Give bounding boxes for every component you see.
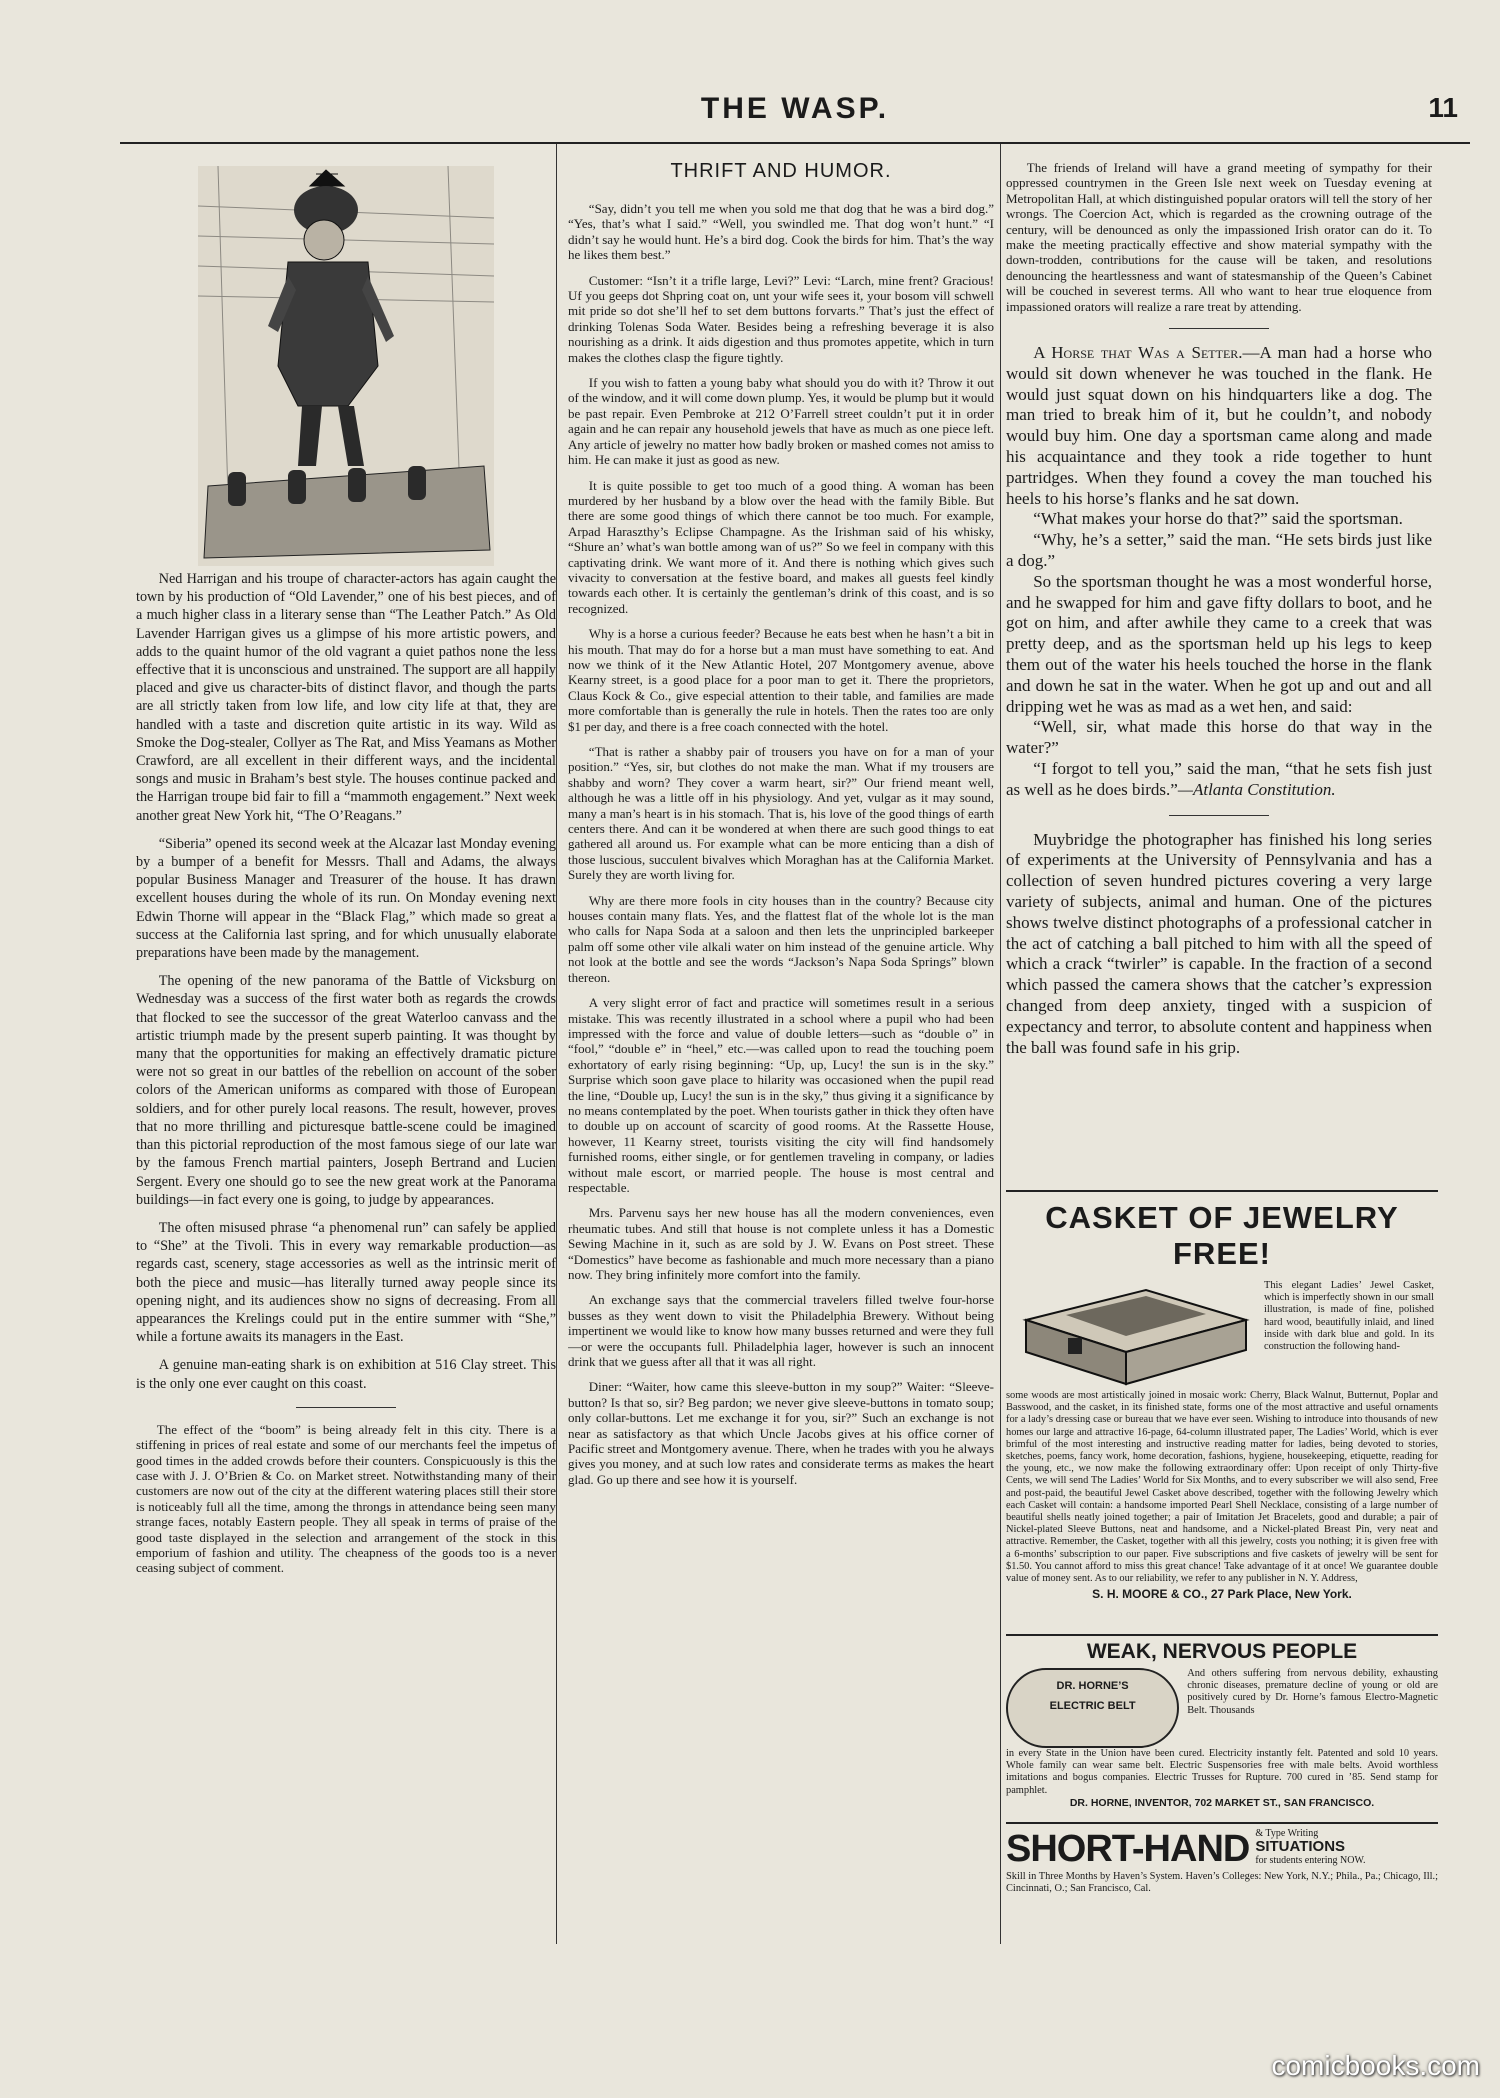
- nervous-ad-side-text: And others suffering from nervous debility, exhausting chronic diseases, premature decline of young or old are positively cured by Dr. Horne’s famous Electro-Magnetic Belt. Thousands: [1187, 1668, 1438, 1716]
- joke-bird-dog: “Say, didn’t you tell me when you sold me that dog that he was a bird dog.” “Yes, that’s what I said.” “Well, you swindled me. That dog won’t hunt.” “I didn’t say he would hunt. He’s a bird dog. Cook the birds for him. That’s the way he likes them best.”: [568, 201, 994, 263]
- column-right-articles: [1006, 160, 1432, 1180]
- watermark: comicbooks.com: [1271, 2050, 1480, 2081]
- ad-rule-bottom: [1006, 1822, 1438, 1824]
- joke-parvenu: Mrs. Parvenu says her new house has all the modern conveniences, even rheumatic tubes. And still that house is not complete unless it has a Domestic Sewing Machine in it, such as are sold by J. W. Evans on Post street. These “Domestics” have become as fashionable and much more necessary than a piano now. They bring infinitely more comfort into the family.: [568, 1205, 994, 1282]
- electric-belt-illustration: [1006, 1668, 1179, 1748]
- ad-shorthand: [1006, 1828, 1438, 1918]
- joke-sleeve-button: Diner: “Waiter, how came this sleeve-button in my soup?” Waiter: “Sleeve-button? Is that so, sir? Beg pardon; we never give sleeve-buttons in tomato soup; only collar-buttons. Let me exchange it for you, sir?” Such an exchange is not near as satisfactory as that which Uncle Jacobs gives at his office corner of Pacific street and Montgomery avenue. There, when he trades with you he always gives you money, and at such low rates and considerate terms as makes the heart glad. Go up there and see how it is yourself.: [568, 1379, 994, 1487]
- horse-text-2: “What makes your horse do that?” said the sportsman.: [1033, 509, 1403, 529]
- casket-ad-body: some woods are most artistically joined in mosaic work: Cherry, Black Walnut, Butternut, Poplar and Basswood, and the casket, in its finished state, forms one of the most attractive and useful ornaments for a lady’s dressing case or bureau that we have ever seen. Wishing to introduce into thousands of new homes our large and attractive 16-page, 64-column illustrated paper, The Ladies’ World, which is ever brimful of the most interesting and instructive reading matter for ladies, being devoted to stories, sketches, poems, fancy work, home decoration, fashions, hygiene, housekeeping, etiquette, reading for the young, etc., we now make the following extraordinary offer: Upon receipt of only Thirty-five Cents, we will send The Ladies’ World for Six Months, and to every subscriber we will also send, Free and post-paid, the beautiful Jewel Casket above described, together with the following Jewelry which each Casket will contain: a handsome imported Pearl Shell Necklace, consisting of a large number of beautiful shells neatly joined together; a pair of Imitation Jet Bracelets, good and durable; a pair of Nickel-plated Sleeve Buttons, neat and handsome, and a Nickel-plated Breast Pin, very neat and attractive. Remember, the Casket, together with all this jewelry, costs you nothing; it is given free with a 6-months’ subscription to our paper. Five subscriptions and five caskets of jewelry will be sent for $1.50. You cannot afford to miss this great chance! Take advantage of it at once! We guarantee double value of money sent. As to our reliability, we refer to any publisher in N. Y. Address,: [1006, 1390, 1438, 1585]
- joke-fatten-baby: If you wish to fatten a young baby what should you do with it? Throw it out of the window, and it will come down plump. Yes, it would be plump but it would be past repair. Even Pembroke at 212 O’Farrell street couldn’t put it in order again and he can repair any household jewels that have as much as one piece left. Any article of jewelry no matter how badly broken or mashed comes not amiss to him. He can make it just as good as new.: [568, 375, 994, 468]
- horse-source: —Atlanta Constitution.: [1177, 779, 1336, 799]
- article-muybridge: Muybridge the photographer has finished his long series of experiments at the University of Pennsylvania and has a collection of seven hundred pictures covering a very large variety of subjects, animal and human. One of the pictures shows twelve distinct photographs of a professional catcher in the act of catching a ball pitched to him with all the speed of which a crack “twirler” is capable. In the fraction of a second which passed the camera shows that the catcher’s expression changed from deep anxiety, tinged with a suspicion of expectancy and terror, to absolute content and happiness when the ball was found safe in his grip.: [1006, 829, 1432, 1057]
- illustration-character: [198, 166, 494, 566]
- horse-text-6: “I forgot to tell you,” said the man, “that he sets fish just as well as he does birds.”: [1006, 759, 1432, 799]
- nervous-ad-body: in every State in the Union have been cured. Electricity instantly felt. Patented and sold 10 years. Whole family can wear same belt. Electric Suspensories free with male belts. Avoid worthless imitations and bogus companies. Electric Trusses for Rupture. 700 cured in ’85. Send stamp for pamphlet.: [1006, 1748, 1438, 1796]
- shorthand-ad-body: Skill in Three Months by Haven’s System. Haven’s Colleges: New York, N.Y.; Phila., Pa.; Chicago, Ill.; Cincinnati, O.; San Francisco, Cal.: [1006, 1871, 1438, 1895]
- page-number: 11: [1428, 92, 1458, 123]
- casket-ad-side-text: This elegant Ladies’ Jewel Casket, which is imperfectly shown in our small illustration, is made of fine, polished hard wood, beautifully inlaid, and lined inside with dark blue and gold. In its construction the following hand-: [1264, 1280, 1434, 1353]
- joke-horse-feeder: Why is a horse a curious feeder? Because he eats best when he hasn’t a bit in his mouth. That may do for a horse but a man must have something to eat. And now we think of it the New Atlantic Hotel, 207 Montgomery avenue, above Kearny street, is a good place for a poor man to get it. There the proprietors, Claus Kock & Co., give especial attention to their table, and families are made more comfortable than is generally the rule in hotels. Then the rates too are only $1 per day, and there is a free coach connected with the hotel.: [568, 626, 994, 734]
- horse-text-5: “Well, sir, what made this horse do that way in the water?”: [1006, 717, 1432, 758]
- horse-text-3: “Why, he’s a setter,” said the man. “He sets birds just like a dog.”: [1006, 530, 1432, 571]
- article-boom: The effect of the “boom” is being already felt in this city. There is a stiffening in prices of real estate and some of our merchants feel the impetus of good times in the added crowds before their counters. Conspicuously is this the case with J. J. O’Brien & Co. on Market street. Notwithstanding many of their customers are now out of the city at the different watering places still their store is noticeably full all the time, among the throngs in attendance being seen many strange faces, notably Eastern people. They all speak in terms of praise of the good taste displayed in the selection and arrangement of the stock in this emporium of fashion and utility. The cheapness of the goods too is a never ceasing subject of comment.: [136, 1421, 556, 1576]
- article-shark: A genuine man-eating shark is on exhibition at 516 Clay street. This is the only one ever caught on this coast.: [136, 1357, 556, 1392]
- horse-text-1: —A man had a horse who would sit down whenever he was touched in the flank. He would just squat down on his hindquarters like a dog. The man tried to break him of it, but he couldn’t, and nobody would buy him. One day a sportsman came along and made his acquaintance and they took a ride together to hunt partridges. When they found a covey the man touched his heels to his horse’s flanks and he sat down.: [1006, 343, 1432, 508]
- casket-ad-address: S. H. MOORE & CO., 27 Park Place, New York.: [1092, 1587, 1352, 1602]
- column-thrift-and-humor: [568, 160, 994, 1497]
- ad-nervous-people: [1006, 1640, 1438, 1818]
- nervous-ad-address: DR. HORNE, INVENTOR, 702 MARKET ST., SAN FRANCISCO.: [1069, 1796, 1375, 1809]
- column-divider-left: [556, 144, 557, 1944]
- header-rule: [120, 142, 1470, 144]
- shorthand-side-bottom: for students entering NOW.: [1255, 1855, 1366, 1866]
- masthead: [120, 92, 1470, 132]
- joke-shabby-trousers: “That is rather a shabby pair of trousers you have on for a man of your position.” “Yes, sir, but clothes do not make the man. What if my trousers are shabby and worn? They cover a warm heart, sir?” Our friend meant well, although he was a little off in his physiology. And yet, vulgar as it may sound, many a man’s heart is in his stomach. That is, his love of the good things of earth centers there. And can it be wondered at when there are such good things to eat gathered all around us. For example what can be more enticing than a dish of those luscious, succulent bivalves which Moraghan has at the California Market. Surely they are worth living for.: [568, 744, 994, 883]
- ad-casket: [1006, 1200, 1438, 1620]
- article-she-tivoli: The often misused phrase “a phenomenal run” can safely be applied to “She” at the Tivoli. This in every way remarkable production—as regards cast, scenery, stage accessories as well as the intrinsic merit of both the piece and music—has literally turned away people since its opening night, and its audiences show no signs of decreasing. From all appearances the Krelings could put in the entire summer with “She,” while a fortune awaits its managers in the East.: [136, 1219, 556, 1346]
- belt-label-mid: ELECTRIC BELT: [1049, 1700, 1136, 1712]
- ad-rule-top: [1006, 1190, 1438, 1192]
- section-separator: [1169, 815, 1269, 816]
- joke-good-thing: It is quite possible to get too much of a good thing. A woman has been murdered by her husband by a blow over the head with the family Bible. But there are some good things of which there cannot be too much. For example, Arpad Haraszthy’s Eclipse Champagne. As the Irishman said of his whisky, “Shure an’ what’s wan bottle among wan of us?” So we feel in company with this captivating drink. We want more of it. And there is nothing which gives such vivacity to conversation at the festive board, and makes all guests feel kindly towards each other. It is certainly the gentleman’s drink of this coast, and is so recognized.: [568, 477, 994, 616]
- casket-ad-title: CASKET OF JEWELRY FREE!: [1045, 1200, 1399, 1271]
- shorthand-side-top: & Type Writing: [1255, 1828, 1319, 1839]
- casket-illustration: [1006, 1280, 1256, 1390]
- joke-levi-coat: Customer: “Isn’t it a trifle large, Levi?” Levi: “Larch, mine frent? Gracious! Uf you geeps dot Shpring coat on, unt your wife sees it, your bosom vill schwell mit pride so dot she’ll hef to set dem buttons forvarts.” That’s just the effect of drinking Tolenas Soda Water. Besides being a refreshing beverage it is also nourishing as a drink. It aids digestion and thus promotes appetite, which in turn makes the clothes clasp the figure tightly.: [568, 272, 994, 365]
- column-divider-right: [1000, 144, 1001, 1944]
- joke-double-up: A very slight error of fact and practice will sometimes result in a serious mistake. This was recently illustrated in a school where a pupil who had been impressed with the force and value of double letters—such as “double o” in “fool,” “double e” in “heel,” etc.—was called upon to read the touching poem exhortatory of early rising beginning: “Up, up, Lucy! the sun is in the sky.” Surprise which soon gave place to hilarity was occasioned when the pupil read the line, “Double up, Lucy! the sun is in the sky,” thus giving it a significance by no means contemplated by the poet. When tourists gather in thick they often have to double up on account of scarcity of good rooms. At the Rassette House, however, 11 Kearny street, tourists visiting the city will find handsomely furnished rooms, either single, or for gentlemen traveling in company, or ladies without male escort, or married people. The house is most central and respectable.: [568, 995, 994, 1195]
- shorthand-side-mid: SITUATIONS: [1255, 1838, 1346, 1855]
- section-separator: [296, 1407, 396, 1408]
- horse-headline: A Horse that Was a Setter.: [1033, 343, 1243, 363]
- column-theater-notes: [136, 570, 556, 1586]
- article-ireland: The friends of Ireland will have a grand meeting of sympathy for their oppressed countrymen in the Green Isle next week on Tuesday evening at Metropolitan Hall, at which distinguished popular orators will tell the story of her wrongs. The Coercion Act, which is regarded as the crowning outrage of the century, will be denounced as only the impassioned Irish orator can do it. To make the meeting practically effective and show material sympathy with the down-trodden, contributions for the cause will be taken, and resolutions denouncing the heartlessness and want of statesmanship of the Queen’s Cabinet will be couched in severest terms. All who want to hear true eloquence from impassioned orators will realize a rare treat by attending.: [1006, 160, 1432, 314]
- section-title: THRIFT AND HUMOR.: [670, 160, 892, 182]
- article-harrigan: Ned Harrigan and his troupe of character-actors has again caught the town by his production of “Old Lavender,” one of his best pieces, and of a much higher class in a literary sense than “The Leather Patch.” As Old Lavender Harrigan gives us a glimpse of his more artistic powers, and adds to the quaint humor of the old vagrant a quiet pathos none the less effective that it is unconscious and unstrained. The support are all happily placed and give us character-bits of distinct flavor, and though the parts are all strictly taken from low life, and low city life at that, they are handled with a taste and discretion quite artistic in its way. Wild as Smoke the Dog-stealer, Collyer as The Rat, and Miss Yeamans as Mother Crawford, are all excellent in their different ways, and the incidental songs and music in Braham’s best style. The houses continue packed and the Harrigan troupe bid fair to fill a “mammoth engagement.” Next week another great New York hit, “The O’Reagans.”: [136, 571, 556, 824]
- joke-city-fools: Why are there more fools in city houses than in the country? Because city houses contain many flats. Yes, and the flattest flat of the whole lot is the man who calls for Napa Soda at a saloon and then lets the unprincipled barkeeper palm off some other vile alkali water on him instead of the genuine article. Why not look at the bottle and see the words “Jackson’s Napa Soda Springs” blown thereon.: [568, 892, 994, 985]
- article-panorama: The opening of the new panorama of the Battle of Vicksburg on Wednesday was a success of the first water both as regards the crowds that flocked to see the successor of the great Waterloo canvass and the artistic triumph made by the present superb painting. It was thought by many that the opportunities for making an effectively dramatic picture were not so great in our battles of the rebellion on account of the sober colors of the American uniforms as compared with those of European soldiers, and for other purely local reasons. The result, however, proves that no more thrilling and picturesque battle-scene could be imagined than this pictorial reproduction of the most famous siege of our late war by the famous French martial painters, Joseph Bertrand and Lucien Sergent. Every one should go to see the new great work at the Panorama buildings—in fact every one is going, to judge by appearances.: [136, 973, 556, 1208]
- ad-rule-middle: [1006, 1634, 1438, 1636]
- nervous-ad-title: WEAK, NERVOUS PEOPLE: [1086, 1640, 1358, 1663]
- shorthand-ad-title: SHORT-HAND: [1006, 1828, 1250, 1870]
- section-separator: [1169, 328, 1269, 329]
- belt-label-top: DR. HORNE’S: [1056, 1680, 1129, 1692]
- joke-brewery: An exchange says that the commercial travelers filled twelve four-horse busses as they went down to visit the Philadelphia Brewery. Without being impertinent we would like to know how many busses returned and were they full—or were the occupants full. Philadelphia lager, however is such an innocent drink that we guess after all that it was all right.: [568, 1292, 994, 1370]
- article-siberia: “Siberia” opened its second week at the Alcazar last Monday evening by a bumper of a benefit for Messrs. Thall and Adams, the always popular Business Manager and Treasurer of the house. It has drawn excellent houses during the whole of its run. On Monday evening next Edwin Thorne will appear in the “Black Flag,” which made so great a success at the California last spring, and for which unusually elaborate preparations have been made by the management.: [136, 835, 556, 962]
- horse-text-4: So the sportsman thought he was a most wonderful horse, and he swapped for him and gave fifty dollars to boot, and he got on him, and after awhile they came to a creek that was pretty deep, and as the sportsman held up his legs to keep them out of the water his heels touched the horse in the flank and down he sat in the water. When he got up and out and all dripping wet he was as mad as a wet hen, and said:: [1006, 571, 1432, 716]
- newspaper-title: THE WASP.: [700, 92, 890, 125]
